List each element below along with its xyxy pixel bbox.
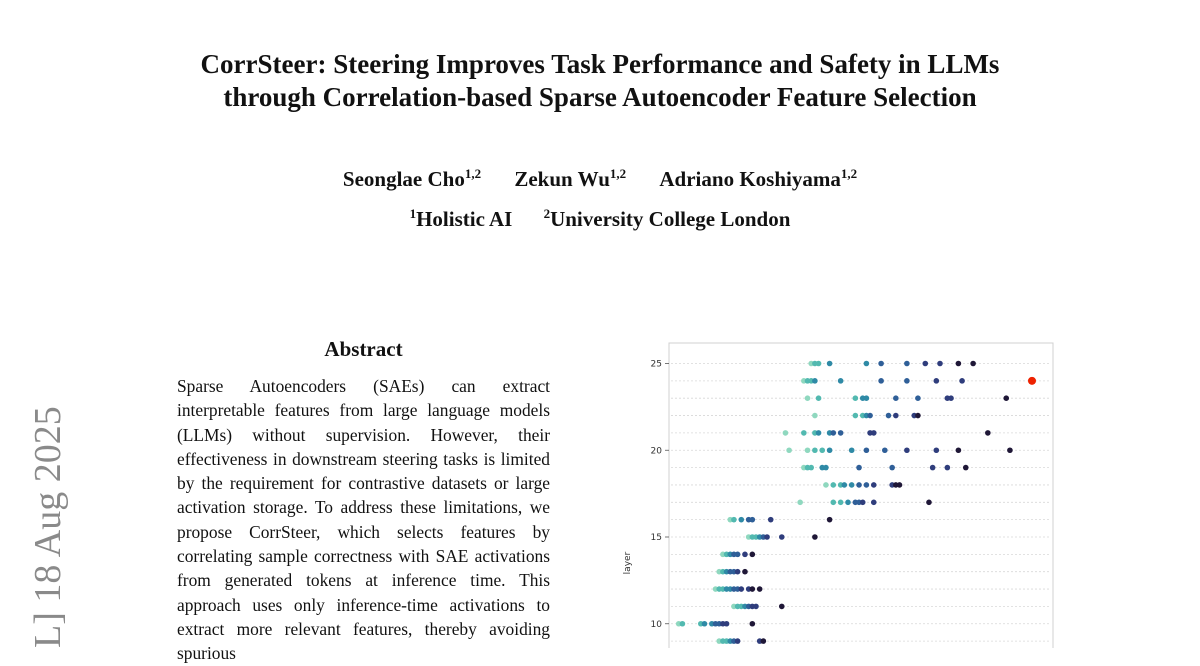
abstract-heading: Abstract bbox=[324, 337, 403, 361]
data-points bbox=[676, 361, 1036, 648]
feature-point-layer-22 bbox=[867, 413, 873, 419]
feature-point-layer-19 bbox=[930, 465, 936, 471]
feature-point-layer-20 bbox=[786, 447, 792, 453]
feature-point-layer-17 bbox=[830, 500, 836, 506]
feature-point-layer-13 bbox=[742, 569, 748, 575]
feature-point-layer-11 bbox=[779, 604, 785, 610]
y-ticks bbox=[651, 360, 669, 630]
feature-point-layer-23 bbox=[805, 395, 811, 401]
feature-point-layer-21 bbox=[838, 430, 844, 436]
feature-point-layer-10 bbox=[750, 621, 756, 627]
author-2 bbox=[514, 167, 626, 191]
feature-point-layer-20 bbox=[956, 447, 962, 453]
feature-point-layer-18 bbox=[864, 482, 870, 488]
feature-point-layer-24 bbox=[838, 378, 844, 384]
feature-point-layer-25 bbox=[878, 361, 884, 367]
affiliation-2-marker: 2 bbox=[543, 206, 551, 221]
feature-point-layer-19 bbox=[823, 465, 829, 471]
feature-point-layer-20 bbox=[864, 447, 870, 453]
feature-point-layer-19 bbox=[856, 465, 862, 471]
feature-point-layer-23 bbox=[853, 395, 859, 401]
feature-point-layer-19 bbox=[889, 465, 895, 471]
feature-point-layer-22 bbox=[886, 413, 892, 419]
affiliation-1-name: Holistic AI bbox=[416, 207, 513, 231]
feature-point-layer-25 bbox=[970, 361, 976, 367]
author-2-name: Zekun Wu bbox=[514, 167, 610, 191]
feature-point-layer-17 bbox=[860, 500, 866, 506]
feature-point-layer-19 bbox=[808, 465, 814, 471]
feature-point-layer-16 bbox=[827, 517, 833, 523]
y-tick-label-15: 15 bbox=[650, 533, 662, 543]
affiliation-1 bbox=[410, 207, 513, 231]
feature-point-layer-25 bbox=[827, 361, 833, 367]
feature-point-layer-20 bbox=[812, 447, 818, 453]
grid-lines bbox=[671, 364, 1051, 649]
feature-point-layer-23 bbox=[948, 395, 954, 401]
feature-point-layer-12 bbox=[750, 586, 756, 592]
feature-point-layer-18 bbox=[849, 482, 855, 488]
feature-point-layer-19 bbox=[963, 465, 969, 471]
feature-point-layer-17 bbox=[871, 500, 877, 506]
author-3 bbox=[659, 167, 857, 191]
paper-title-line-2: through Correlation-based Sparse Autoencoder Feature Selection bbox=[223, 82, 977, 112]
feature-point-layer-15 bbox=[812, 534, 818, 540]
author-1-name: Seonglae Cho bbox=[342, 167, 465, 191]
author-1-affil-marker: 1,2 bbox=[464, 166, 482, 181]
author-1 bbox=[343, 167, 481, 191]
plot-frame bbox=[669, 343, 1053, 648]
affiliation-1-marker: 1 bbox=[409, 206, 417, 221]
author-2-affil-marker: 1,2 bbox=[609, 166, 627, 181]
feature-point-layer-21 bbox=[816, 430, 822, 436]
feature-point-layer-24 bbox=[959, 378, 965, 384]
feature-point-layer-24 bbox=[878, 378, 884, 384]
feature-point-layer-12 bbox=[738, 586, 744, 592]
feature-point-layer-16 bbox=[738, 517, 744, 523]
feature-point-layer-20 bbox=[819, 447, 825, 453]
feature-point-layer-15 bbox=[779, 534, 785, 540]
paper-title-line-1: CorrSteer: Steering Improves Task Performance and Safety in LLMs bbox=[200, 49, 1000, 79]
feature-point-layer-20 bbox=[904, 447, 910, 453]
feature-point-layer-18 bbox=[856, 482, 862, 488]
feature-point-layer-17 bbox=[845, 500, 851, 506]
layer-feature-scatter-figure bbox=[612, 338, 1062, 648]
feature-point-layer-18 bbox=[830, 482, 836, 488]
feature-point-layer-17 bbox=[838, 500, 844, 506]
feature-point-layer-21 bbox=[783, 430, 789, 436]
feature-point-layer-9 bbox=[735, 638, 741, 644]
feature-point-layer-22 bbox=[893, 413, 899, 419]
feature-point-layer-14 bbox=[750, 552, 756, 558]
feature-point-layer-16 bbox=[731, 517, 737, 523]
feature-point-layer-23 bbox=[864, 395, 870, 401]
feature-point-layer-25 bbox=[956, 361, 962, 367]
y-tick-label-10: 10 bbox=[650, 619, 662, 630]
feature-point-layer-14 bbox=[742, 552, 748, 558]
feature-point-layer-20 bbox=[882, 447, 888, 453]
feature-point-layer-25 bbox=[937, 361, 943, 367]
feature-point-layer-10 bbox=[702, 621, 708, 627]
feature-point-layer-23 bbox=[915, 395, 921, 401]
feature-point-layer-21 bbox=[985, 430, 991, 436]
affiliation-list bbox=[100, 207, 1100, 232]
feature-point-layer-12 bbox=[757, 586, 763, 592]
feature-point-layer-24 bbox=[812, 378, 818, 384]
feature-point-layer-21 bbox=[830, 430, 836, 436]
feature-point-layer-20 bbox=[1007, 447, 1013, 453]
feature-point-layer-17 bbox=[926, 500, 932, 506]
highlighted-feature-point bbox=[1028, 377, 1036, 385]
arxiv-side-stamp: L] 18 Aug 2025 bbox=[27, 406, 69, 648]
y-axis-label: layer bbox=[623, 551, 633, 575]
feature-point-layer-18 bbox=[871, 482, 877, 488]
feature-point-layer-23 bbox=[816, 395, 822, 401]
feature-point-layer-9 bbox=[761, 638, 767, 644]
feature-point-layer-21 bbox=[801, 430, 807, 436]
feature-point-layer-25 bbox=[864, 361, 870, 367]
feature-point-layer-16 bbox=[750, 517, 756, 523]
author-3-affil-marker: 1,2 bbox=[840, 166, 858, 181]
feature-point-layer-15 bbox=[764, 534, 770, 540]
affiliation-2 bbox=[544, 207, 791, 231]
layer-scatter-plot bbox=[612, 338, 1062, 648]
y-tick-label-20: 20 bbox=[650, 446, 662, 457]
feature-point-layer-24 bbox=[904, 378, 910, 384]
feature-point-layer-20 bbox=[849, 447, 855, 453]
feature-point-layer-20 bbox=[805, 447, 811, 453]
feature-point-layer-17 bbox=[797, 500, 803, 506]
feature-point-layer-18 bbox=[823, 482, 829, 488]
feature-point-layer-10 bbox=[724, 621, 730, 627]
abstract-body: Sparse Autoencoders (SAEs) can extract interpretable features from large language models (LLMs) without supervision. However, their effectiveness in downstream steering tasks is limited by the requirement for contrastive datasets or large activation storage. To address these limitations, we propose CorrSteer, which selects features by correlating sample correctness with SAE activations from generated tokens at inference time. This approach uses only inference-time activations to extract more relevant features, thereby avoiding spurious bbox=[177, 376, 550, 664]
feature-point-layer-10 bbox=[680, 621, 686, 627]
feature-point-layer-18 bbox=[842, 482, 848, 488]
feature-point-layer-20 bbox=[827, 447, 833, 453]
affiliation-2-name: University College London bbox=[550, 207, 791, 231]
feature-point-layer-11 bbox=[753, 604, 759, 610]
feature-point-layer-20 bbox=[934, 447, 940, 453]
feature-point-layer-14 bbox=[735, 552, 741, 558]
feature-point-layer-22 bbox=[915, 413, 921, 419]
feature-point-layer-22 bbox=[812, 413, 818, 419]
author-3-name: Adriano Koshiyama bbox=[659, 167, 841, 191]
feature-point-layer-25 bbox=[922, 361, 928, 367]
feature-point-layer-16 bbox=[768, 517, 774, 523]
feature-point-layer-21 bbox=[871, 430, 877, 436]
author-list bbox=[100, 167, 1100, 192]
feature-point-layer-23 bbox=[1003, 395, 1009, 401]
feature-point-layer-25 bbox=[816, 361, 822, 367]
feature-point-layer-24 bbox=[934, 378, 940, 384]
feature-point-layer-13 bbox=[735, 569, 741, 575]
feature-point-layer-22 bbox=[853, 413, 859, 419]
paper-title bbox=[100, 48, 1100, 114]
feature-point-layer-23 bbox=[893, 395, 899, 401]
y-tick-label-25: 25 bbox=[650, 359, 662, 370]
feature-point-layer-18 bbox=[897, 482, 903, 488]
feature-point-layer-25 bbox=[904, 361, 910, 367]
feature-point-layer-19 bbox=[945, 465, 951, 471]
